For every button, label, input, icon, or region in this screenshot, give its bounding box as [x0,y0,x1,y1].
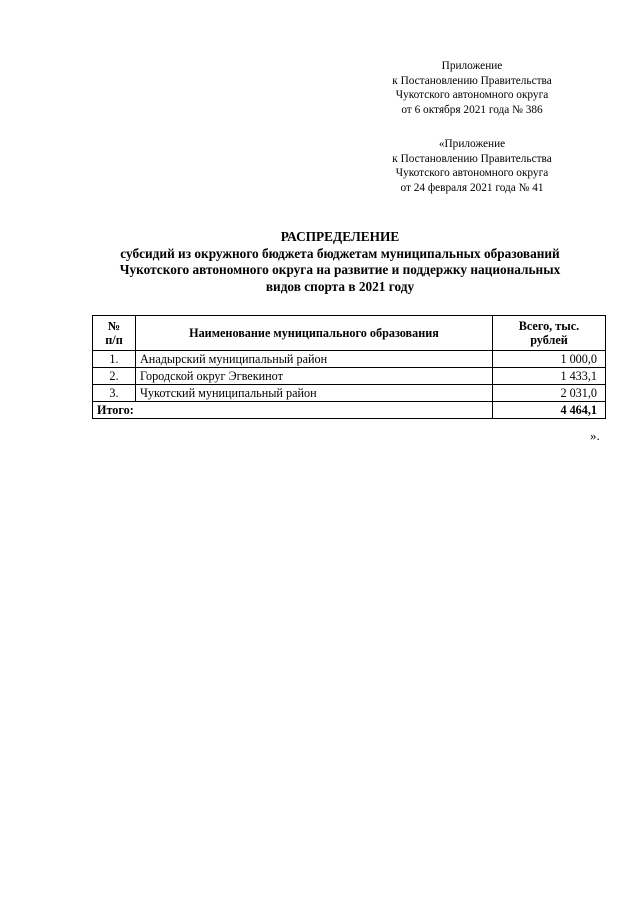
row-number: 1. [93,351,136,368]
header-total-line2: рублей [530,333,568,347]
row-name: Городской округ Эгвекинот [136,368,493,385]
appendix-line: к Постановлению Правительства [392,152,552,165]
closing-quote-mark: ». [590,428,600,443]
header-number-line2: п/п [105,333,123,347]
title-line: субсидий из окружного бюджета бюджетам муниципальных образований [120,245,560,261]
total-sum: 4 464,1 [493,402,606,419]
appendix-line: «Приложение [438,138,506,150]
row-number: 3. [93,385,136,402]
header-total-line1: Всего, тыс. [518,318,580,333]
appendix-line: Чукотского автономного округа [395,89,549,101]
header-total [493,316,606,351]
appendix-line: Чукотского автономного округа [395,167,549,179]
appendix-header-previous [366,137,578,195]
header-name: Наименование муниципального образования [136,316,493,351]
table-row [93,385,606,402]
header-number-line1: № [107,318,121,333]
document-title [70,229,610,295]
title-line: видов спорта в 2021 году [265,278,415,294]
total-label: Итого: [93,402,493,419]
row-sum: 2 031,0 [493,385,606,402]
row-number: 2. [93,368,136,385]
distribution-table [92,315,606,419]
table-total-row [93,402,606,419]
table-row [93,368,606,385]
row-sum: 1 433,1 [493,368,606,385]
row-name: Чукотский муниципальный район [136,385,493,402]
title-line: РАСПРЕДЕЛЕНИЕ [280,229,400,244]
appendix-line: к Постановлению Правительства [392,74,552,87]
appendix-line: от 6 октября 2021 года № 386 [401,103,543,116]
appendix-line: от 24 февраля 2021 года № 41 [400,181,544,194]
appendix-line: Приложение [441,60,503,72]
table-row [93,351,606,368]
row-name: Анадырский муниципальный район [136,351,493,368]
row-sum: 1 000,0 [493,351,606,368]
title-line: Чукотского автономного округа на развитие и поддержку национальных [119,262,561,277]
header-number [93,316,136,351]
table-header-row [93,316,606,351]
appendix-header-current [366,59,578,117]
